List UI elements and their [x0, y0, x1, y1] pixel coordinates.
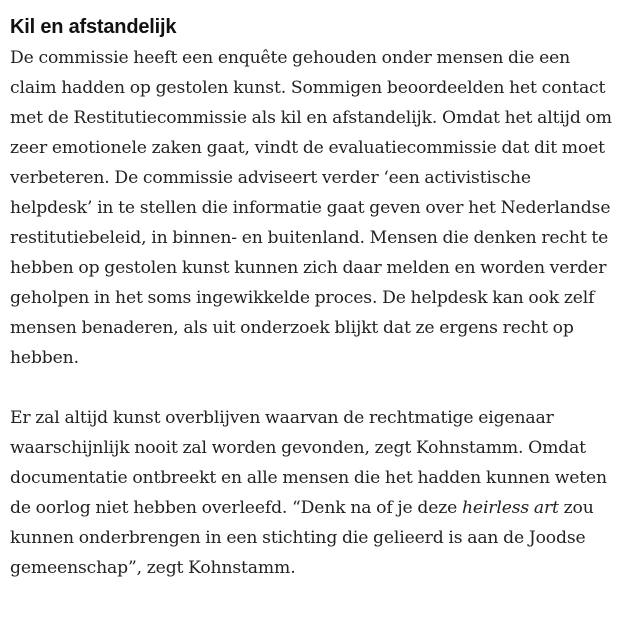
- section-heading: Kil en afstandelijk: [10, 16, 177, 38]
- paragraph-1: De commissie heeft een enquête gehouden onder mensen die een claim hadden op gestolen kunst. Sommigen beoordeelden het contact met de Restitutiecommissie als kil en afstandelijk. Omdat het altijd om zeer emotionele zaken gaat, vindt de evaluatiecommissie dat dit moet verbeteren. De commissie adviseert verder ‘een activistische helpdesk’ in te stellen die informatie gaat geven over het Nederlandse restitutiebeleid, in binnen- en buitenland. Mensen die denken recht te hebben op gestolen kunst kunnen zich daar melden en worden verder geholpen in het soms ingewikkelde proces. De helpdesk kan ook zelf mensen benaderen, als uit onderzoek blijkt dat ze ergens recht op hebben.: [10, 48, 612, 368]
- paragraph-2-text-end: zou kunnen onderbrengen in een stichting die gelieerd is aan de Joodse gemeenschap”, zegt Kohnstamm.: [10, 498, 594, 578]
- article-body: [10, 14, 614, 583]
- paragraph-2: [10, 403, 614, 583]
- paragraph-2-text-start: Er zal altijd kunst overblijven waarvan de rechtmatige eigenaar waarschijnlijk nooit zal worden gevonden, zegt Kohnstamm. Omdat documentatie ontbreekt en alle mensen die het hadden kunnen weten de oorlog niet hebben overleefd. “Denk na of je deze: [10, 408, 607, 518]
- paragraph-2-italic-term: heirless art: [462, 498, 559, 518]
